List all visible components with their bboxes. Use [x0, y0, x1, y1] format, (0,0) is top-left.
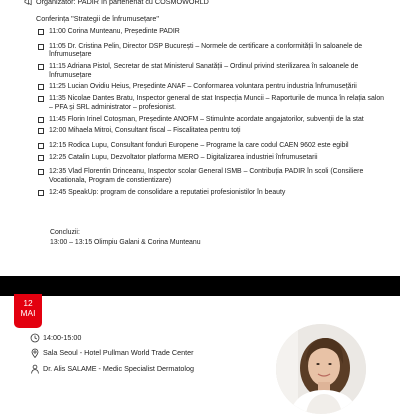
megaphone-icon — [24, 0, 33, 6]
organizer-line — [36, 0, 209, 6]
event-location: Sala Seoul - Hotel Pullman World Trade Center — [43, 348, 194, 357]
checkbox-icon — [38, 84, 44, 90]
map-pin-icon — [30, 348, 40, 358]
agenda-item: 11:00 Corina Munteanu, Președinte PADIR — [38, 28, 388, 37]
event-time: 14:00-15:00 — [43, 333, 82, 342]
speaker-photo — [276, 324, 366, 414]
date-badge — [14, 294, 42, 328]
checkbox-icon — [38, 190, 44, 196]
conclusions-text: 13:00 – 13:15 Olimpiu Galani & Corina Munteanu — [50, 238, 201, 246]
event-speaker: Dr. Alis SALAME - Medic Specialist Dermatolog — [43, 364, 194, 373]
section-divider-band — [0, 276, 400, 296]
agenda-item: 11:35 Nicolae Dantes Bratu, Inspector general de stat Inspecția Muncii – Raporturile de munca în relația salon – PFA și SRL administrator – profesionist. — [38, 95, 388, 112]
agenda-item: 11:25 Lucian Ovidiu Heius, Președinte ANAF – Conformarea voluntara pentru industria înfrumusețării — [38, 83, 388, 92]
checkbox-icon — [38, 64, 44, 70]
agenda-item: 12:15 Rodica Lupu, Consultant fonduri Europene – Programe la care codul CAEN 9602 este egibil — [38, 142, 388, 151]
conclusions — [50, 228, 201, 247]
checkbox-icon — [38, 128, 44, 134]
agenda-item: 11:45 Florin Irinel Cotoșman, Președinte ANOFM – Stimulnte acordate angajatorilor, subvenții de la stat — [38, 116, 388, 125]
checkbox-icon — [38, 117, 44, 123]
date-day: 12 — [23, 298, 33, 308]
checkbox-icon — [38, 29, 44, 35]
checkbox-icon — [38, 96, 44, 102]
clock-icon — [30, 333, 40, 343]
speaker-portrait — [276, 324, 366, 414]
agenda-item: 12:45 SpeakUp: program de consolidare a reputatiei profesionistilor în beauty — [38, 189, 388, 198]
agenda-item: 12:25 Catalin Lupu, Dezvoltator platforma MERO – Digitalizarea industriei înfrumusetarii — [38, 154, 388, 163]
checkbox-icon — [38, 143, 44, 149]
organizer-text: Organizator: PADIR în parteneriat cu COSMOWORLD — [36, 0, 209, 6]
checkbox-icon — [38, 155, 44, 161]
conference-title: Conferința "Strategii de înfrumusețare" — [36, 14, 159, 23]
agenda-item: 12:00 Mihaela Mitroi, Consultant fiscal – Fiscalitatea pentru toți — [38, 127, 388, 136]
checkbox-icon — [38, 169, 44, 175]
person-icon — [30, 364, 40, 374]
agenda-item: 11:05 Dr. Cristina Pelin, Director DSP București – Normele de certificare a conformității în saloanele de înfrumusețare — [38, 43, 388, 60]
checkbox-icon — [38, 44, 44, 50]
agenda-list — [38, 28, 388, 200]
agenda-item: 12:35 Vlad Florentin Drinceanu, Inspector scolar General ISMB – Contribuția PADIR în scoli (Consiliere Vocationala, Program de constientizare) — [38, 168, 388, 185]
agenda-item: 11:15 Adriana Pistol, Secretar de stat Ministerul Sanatății – Ordinul privind sterilizarea în saloanele de înfrumusețare — [38, 63, 388, 80]
date-month: MAI — [20, 308, 36, 318]
conclusions-label: Concluzii: — [50, 229, 80, 236]
